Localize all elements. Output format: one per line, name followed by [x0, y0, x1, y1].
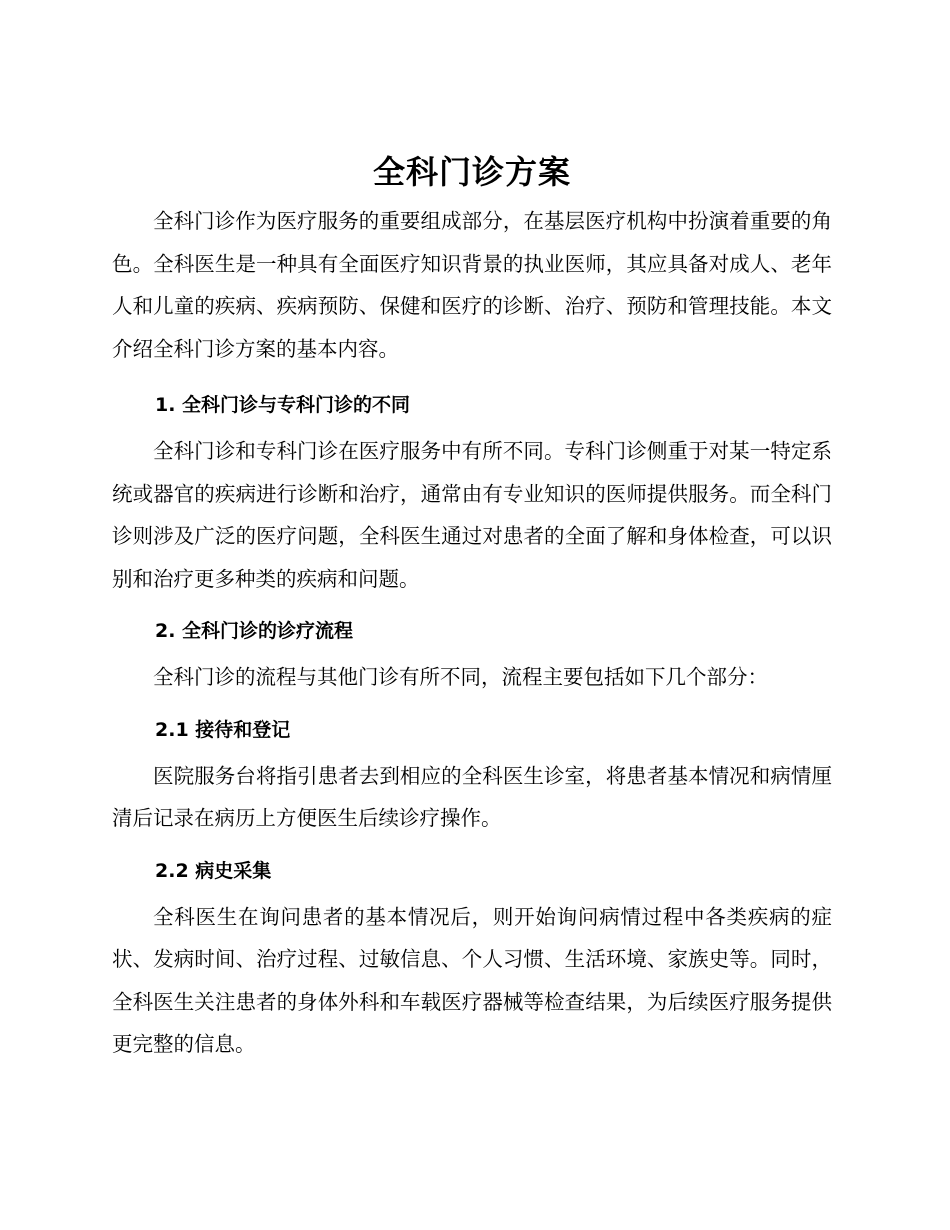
section-heading-1: 1. 全科门诊与专科门诊的不同: [155, 394, 411, 416]
section-paragraph-2-1: 医院服务台将指引患者去到相应的全科医生诊室，将患者基本情况和病情厘清后记录在病历上方便医生后续诊疗操作。: [112, 763, 832, 830]
section-heading-2: 2. 全科门诊的诊疗流程: [155, 620, 354, 642]
section-heading-2-2: 2.2 病史采集: [155, 859, 272, 882]
intro-paragraph: 全科门诊作为医疗服务的重要组成部分，在基层医疗机构中扮演着重要的角色。全科医生是一种具有全面医疗知识背景的执业医师，其应具备对成人、老年人和儿童的疾病、疾病预防、保健和医疗的诊断、治疗、预防和管理技能。本文介绍全科门诊方案的基本内容。: [112, 209, 832, 361]
document-title: 全科门诊方案: [372, 153, 571, 191]
document-page: [112, 150, 832, 1066]
section-paragraph-2: 全科门诊的流程与其他门诊有所不同，流程主要包括如下几个部分：: [153, 665, 768, 689]
section-paragraph-2-2: 全科医生在询问患者的基本情况后，则开始询问病情过程中各类疾病的症状、发病时间、治疗过程、过敏信息、个人习惯、生活环境、家族史等。同时，全科医生关注患者的身体外科和车载医疗器械等检查结果，为后续医疗服务提供更完整的信息。: [112, 904, 832, 1056]
section-heading-2-1: 2.1 接待和登记: [155, 718, 291, 741]
section-paragraph-1: 全科门诊和专科门诊在医疗服务中有所不同。专科门诊侧重于对某一特定系统或器官的疾病进行诊断和治疗，通常由有专业知识的医师提供服务。而全科门诊则涉及广泛的医疗问题，全科医生通过对患者的全面了解和身体检查，可以识别和治疗更多种类的疾病和问题。: [112, 439, 832, 591]
